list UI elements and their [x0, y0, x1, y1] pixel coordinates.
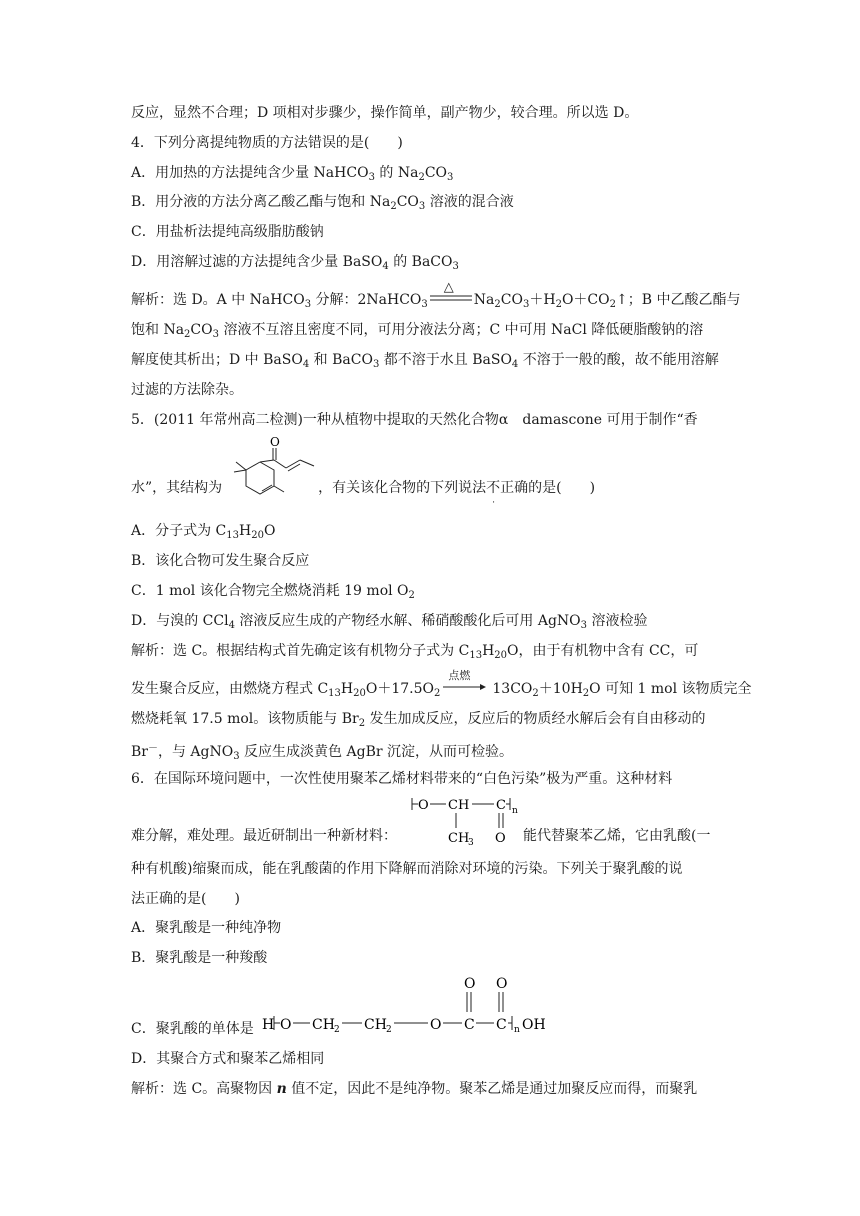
question-6-stem-line-4	[131, 889, 240, 909]
option-text: D．与溴的 CCl	[131, 613, 229, 629]
question-4-stem	[131, 133, 403, 153]
subscript: 3	[447, 172, 454, 183]
question-6-option-a	[131, 918, 281, 938]
question-4-answer-line	[131, 320, 703, 345]
answer-text: 发生聚合反应，由燃烧方程式 C	[131, 681, 329, 697]
question-text: 能代替聚苯乙烯，它由乳酸(一	[523, 828, 711, 844]
option-text: 的 BaCO	[388, 254, 453, 270]
answer-text: ＋10H	[538, 681, 583, 697]
paragraph-text: 反应，显然不合理；D 项相对步骤少，操作简单，副产物少，较合理。所以选 D。	[131, 105, 639, 121]
answer-text: 解析：选 D。A 中 NaHCO	[131, 292, 305, 308]
text-line	[131, 103, 638, 123]
question-6-stem	[131, 769, 672, 789]
arrow-label: 点燃	[448, 669, 471, 682]
question-text: 正确的是( )	[500, 480, 596, 496]
option-text: C．用盐析法提纯高级脂肪酸钠	[131, 224, 324, 240]
option-text: B．该化合物可发生聚合反应	[131, 553, 310, 569]
question-4-option-b	[131, 192, 514, 217]
question-text: 种有机酸)缩聚而成，能在乳酸菌的作用下降解而消除对环境的污染。下列关于聚乳酸的说	[131, 861, 683, 877]
question-5-answer-line	[131, 709, 706, 734]
subscript: 3	[522, 299, 530, 310]
answer-text: 分解：2NaHCO	[311, 292, 422, 308]
subscript: 2	[609, 299, 616, 310]
subscript: 2	[334, 1025, 340, 1035]
ignition-arrow	[440, 669, 492, 695]
question-6-stem-line-2	[131, 826, 710, 846]
question-5-option-c	[131, 581, 415, 606]
subscript: 2	[386, 1025, 392, 1035]
subscript: 2	[532, 688, 539, 699]
subscript: 4	[302, 359, 310, 370]
subscript: 2	[582, 688, 590, 699]
option-text: CO	[396, 194, 419, 210]
option-text: A．分子式为 C	[131, 523, 227, 539]
emphasis-dot: ·	[492, 498, 496, 508]
subscript: 4	[228, 620, 235, 631]
answer-text: O＋CO	[561, 292, 610, 308]
subscript: 4	[382, 261, 389, 272]
subscript: 13	[226, 530, 240, 541]
subscript: 3	[468, 838, 474, 848]
question-6-stem-line-3	[131, 859, 682, 879]
heat-symbol: △	[443, 280, 454, 295]
question-text: ，有关该化合物的下列说法	[318, 480, 487, 496]
answer-text: 解析：选 C。高聚物因	[131, 1081, 277, 1097]
subscript: 2	[434, 688, 441, 699]
question-6-option-b	[131, 948, 267, 968]
answer-text: ＋H	[529, 292, 556, 308]
answer-text: 解度使其析出；D 中 BaSO	[131, 352, 303, 368]
carbonyl-oxygen-label: O	[464, 976, 476, 992]
answer-text: CO	[190, 322, 213, 338]
option-text: CO	[424, 165, 448, 181]
question-text: 4．下列分离提纯物质的方法错误的是( )	[131, 135, 403, 151]
option-text: A．聚乳酸是一种纯净物	[131, 920, 282, 936]
subscript: 2	[358, 718, 366, 729]
subscript: 3	[304, 299, 312, 310]
carbonyl-oxygen-label: O	[496, 976, 508, 992]
methyl-label: CH	[448, 831, 470, 846]
subscript: 3	[580, 620, 588, 631]
subscript: 2	[418, 172, 425, 183]
question-4-answer-line	[131, 280, 741, 315]
carbon-label: C	[464, 1017, 475, 1033]
question-5-answer-line	[131, 739, 513, 767]
answer-text: 和 BaCO	[309, 352, 373, 368]
option-text: C．1 mol 该化合物完全燃烧消耗 19 mol O	[131, 583, 409, 599]
answer-text: ↑；B 中乙酸乙酯与	[616, 292, 741, 308]
subscript: 3	[212, 329, 219, 340]
subscript: 2	[555, 299, 562, 310]
subscript: 3	[368, 172, 375, 183]
answer-text: O＋17.5O	[365, 681, 434, 697]
answer-text: 燃烧耗氧 17.5 mol。该物质能与 Br	[131, 711, 359, 727]
hydrogen-label: H	[262, 1017, 275, 1033]
hydroxyl-label: OH	[522, 1017, 546, 1033]
option-text: 的 Na	[374, 165, 419, 181]
option-text: 溶液检验	[587, 613, 648, 629]
option-text: D．用溶解过滤的方法提纯含少量 BaSO	[131, 254, 383, 270]
ch2-label: CH	[312, 1017, 335, 1033]
subscript: 20	[494, 650, 508, 661]
question-text: 5．(2011 年常州高二检测)一种从植物中提取的天然化合物α damascone 可用于制作“香	[131, 412, 698, 428]
ch2-label: CH	[364, 1017, 387, 1033]
subscript: 2	[408, 590, 415, 601]
answer-text: 解析：选 C。根据结构式首先确定该有机物分子式为 C	[131, 643, 470, 659]
answer-text: 饱和 Na	[131, 322, 185, 338]
subscript: 4	[511, 359, 519, 370]
answer-text: 都不溶于水且 BaSO	[379, 352, 512, 368]
question-4-answer-line	[131, 380, 243, 400]
question-text: 6．在国际环境问题中，一次性使用聚苯乙烯材料带来的“白色污染”极为严重。这种材料	[131, 771, 673, 787]
option-text: C．聚乳酸的单体是	[131, 1021, 254, 1037]
repeat-n-label: n	[512, 806, 518, 816]
emphasis-dot-text	[486, 480, 501, 508]
question-6-answer-line	[131, 1079, 697, 1099]
oxygen-label: O	[280, 1017, 292, 1033]
subscript: 2	[184, 329, 191, 340]
question-text: 法正确的是( )	[131, 891, 240, 907]
option-text: B．用分液的方法分离乙酸乙酯与饱和 Na	[131, 194, 391, 210]
answer-text: Br	[131, 744, 148, 760]
option-text: A．用加热的方法提纯含少量 NaHCO	[131, 165, 369, 181]
question-text: 难分解，难处理。最近研制出一种新材料：	[131, 828, 397, 844]
option-text: B．聚乳酸是一种羧酸	[131, 950, 268, 966]
arrow-icon	[442, 679, 486, 695]
oxygen-label: O	[418, 798, 429, 813]
option-text: 溶液的混合液	[425, 194, 514, 210]
subscript: 20	[251, 530, 264, 541]
answer-text: CO	[500, 292, 523, 308]
answer-text: H	[340, 681, 354, 697]
question-text: 水”，其结构为	[131, 480, 223, 496]
variable-n: n	[276, 1081, 287, 1097]
option-text: O	[263, 523, 276, 539]
carbon-label: C	[496, 798, 506, 813]
heat-arrow	[428, 280, 474, 306]
subscript: 3	[418, 201, 426, 212]
subscript: 3	[452, 261, 459, 272]
question-text: 不	[486, 480, 501, 496]
answer-text: 过滤的方法除杂。	[131, 382, 243, 398]
carbonyl-oxygen-label: O	[495, 831, 506, 846]
answer-text: O 可知 1 mol 该物质完全	[589, 681, 752, 697]
answer-text: 不溶于一般的酸，故不能用溶解	[518, 352, 719, 368]
question-4-answer-line	[131, 350, 719, 375]
oxygen-label: O	[430, 1017, 442, 1033]
answer-text: 反应生成淡黄色 AgBr 沉淀，从而可检验。	[239, 744, 514, 760]
answer-text: ，与 AgNO	[157, 744, 234, 760]
subscript: 13	[469, 650, 483, 661]
answer-text: Na	[473, 292, 495, 308]
monomer-structure	[258, 974, 558, 1036]
answer-text: 溶液不互溶且密度不同，可用分液法分离；C 中可用 NaCl 降低硬脂酸钠的溶	[219, 322, 704, 338]
subscript: 20	[353, 688, 366, 699]
subscript: 13	[328, 688, 341, 699]
question-6-option-d	[131, 1049, 324, 1069]
subscript: 2	[390, 201, 397, 212]
question-4-option-c	[131, 222, 324, 242]
question-5-answer-line	[131, 669, 752, 704]
subscript: 3	[233, 751, 240, 762]
question-6-option-c	[131, 1019, 254, 1039]
carbon-label: C	[496, 1017, 507, 1033]
question-5-stem	[131, 410, 698, 430]
subscript: 3	[421, 299, 428, 310]
question-5-option-b	[131, 551, 309, 571]
superscript: －	[147, 743, 158, 754]
option-text: 溶液反应生成的产物经水解、稀硝酸酸化后可用 AgNO	[234, 613, 581, 629]
repeat-n-label: n	[514, 1025, 520, 1035]
ch-label: CH	[448, 798, 470, 813]
subscript: 2	[494, 299, 501, 310]
answer-text: H	[482, 643, 495, 659]
question-5-answer-line	[131, 641, 698, 666]
question-4-option-d	[131, 252, 459, 277]
subscript: 3	[372, 359, 380, 370]
answer-text: 值不定，因此不是纯净物。聚苯乙烯是通过加聚反应而得，而聚乳	[286, 1081, 698, 1097]
double-line-icon	[428, 290, 474, 306]
option-text: H	[239, 523, 252, 539]
carbonyl-oxygen-label: O	[270, 435, 280, 449]
answer-text: 发生加成反应，反应后的物质经水解后会有自由移动的	[365, 711, 706, 727]
answer-text: O，由于有机物中含有 CC，可	[507, 643, 699, 659]
question-5-stem-line-2	[131, 478, 596, 508]
question-4-option-a	[131, 163, 453, 188]
question-5-option-d	[131, 611, 647, 636]
option-text: D．其聚合方式和聚苯乙烯相同	[131, 1051, 325, 1067]
answer-text: 13CO	[492, 681, 533, 697]
question-5-option-a	[131, 521, 275, 546]
